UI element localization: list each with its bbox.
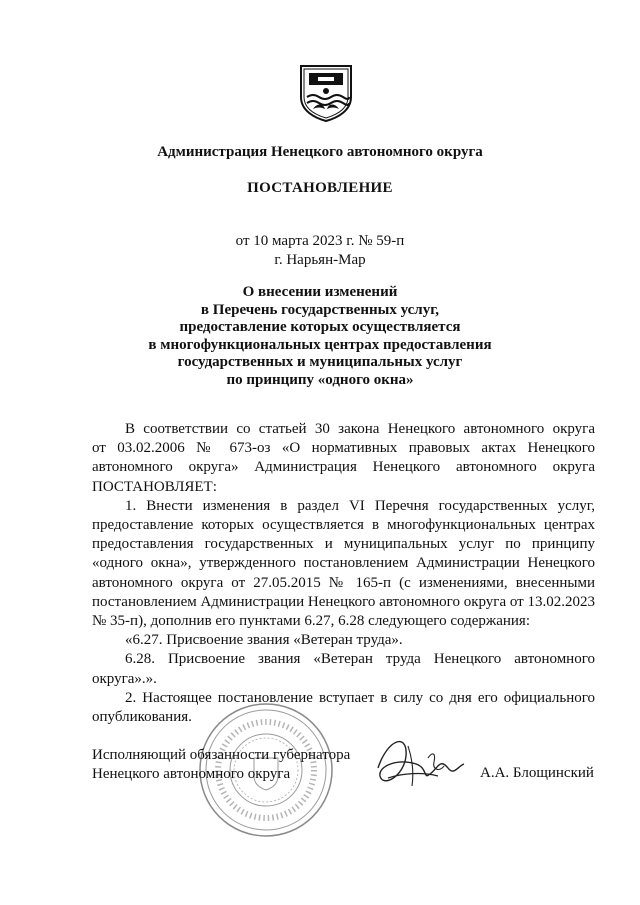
document-type: ПОСТАНОВЛЕНИЕ bbox=[247, 180, 393, 196]
body-line: округа».». bbox=[92, 670, 157, 687]
coat-of-arms-icon bbox=[297, 63, 355, 123]
body-line: постановлением Администрации Ненецкого автономного округа от 13.02.2023 bbox=[92, 593, 595, 610]
subject-line: государственных и муниципальных услуг bbox=[177, 354, 463, 371]
body-line: опубликования. bbox=[92, 709, 192, 726]
signatory-name: А.А. Блощинский bbox=[480, 765, 594, 781]
document-subject bbox=[0, 284, 640, 390]
document-date-number: от 10 марта 2023 г. № 59-п bbox=[235, 233, 405, 249]
body-line: автономного округа от 27.05.2015 № 165-п (с изменениями, внесенными bbox=[92, 574, 595, 591]
body-line: 6.28. Присвоение звания «Ветеран труда Ненецкого автономного bbox=[125, 651, 595, 668]
signatory-position-line: Ненецкого автономного округа bbox=[92, 766, 291, 782]
body-line: автономного округа» Администрация Ненецкого автономного округа bbox=[92, 459, 595, 476]
body-line: предоставления государственных и муниципальных услуг по принципу bbox=[92, 536, 595, 553]
subject-line: по принципу «одного окна» bbox=[226, 371, 414, 388]
organization-title: Администрация Ненецкого автономного округа bbox=[157, 144, 483, 160]
subject-line: в Перечень государственных услуг, bbox=[200, 301, 440, 318]
body-line: «6.27. Присвоение звания «Ветеран труда». bbox=[125, 632, 403, 649]
body-line: «одного окна», утвержденного постановлением Администрации Ненецкого bbox=[92, 555, 595, 572]
subject-line: в многофункциональных центрах предоставления bbox=[148, 336, 492, 353]
signatory-position-line: Исполняющий обязанности губернатора bbox=[92, 747, 351, 763]
body-line: ПОСТАНОВЛЯЕТ: bbox=[92, 478, 217, 495]
signatory-position bbox=[92, 746, 350, 784]
body-line: 1. Внести изменения в раздел VI Перечня государственных услуг, bbox=[125, 497, 595, 514]
body-line: В соответствии со статьей 30 закона Ненецкого автономного округа bbox=[125, 421, 595, 437]
body-line: 2. Настоящее постановление вступает в силу со дня его официального bbox=[125, 689, 595, 706]
subject-line: О внесении изменений bbox=[242, 284, 398, 300]
body-line: № 35-п), дополнив его пунктами 6.27, 6.28 следующего содержания: bbox=[92, 613, 530, 630]
body-line: предоставление которых осуществляется в многофункциональных центрах bbox=[92, 517, 595, 534]
document-city: г. Нарьян-Мар bbox=[274, 252, 366, 268]
document-body bbox=[92, 420, 595, 727]
body-line: от 03.02.2006 № 673-оз «О нормативных правовых актах Ненецкого bbox=[92, 440, 595, 457]
handwritten-signature-icon bbox=[368, 728, 468, 798]
subject-line: предоставление которых осуществляется bbox=[179, 319, 461, 336]
